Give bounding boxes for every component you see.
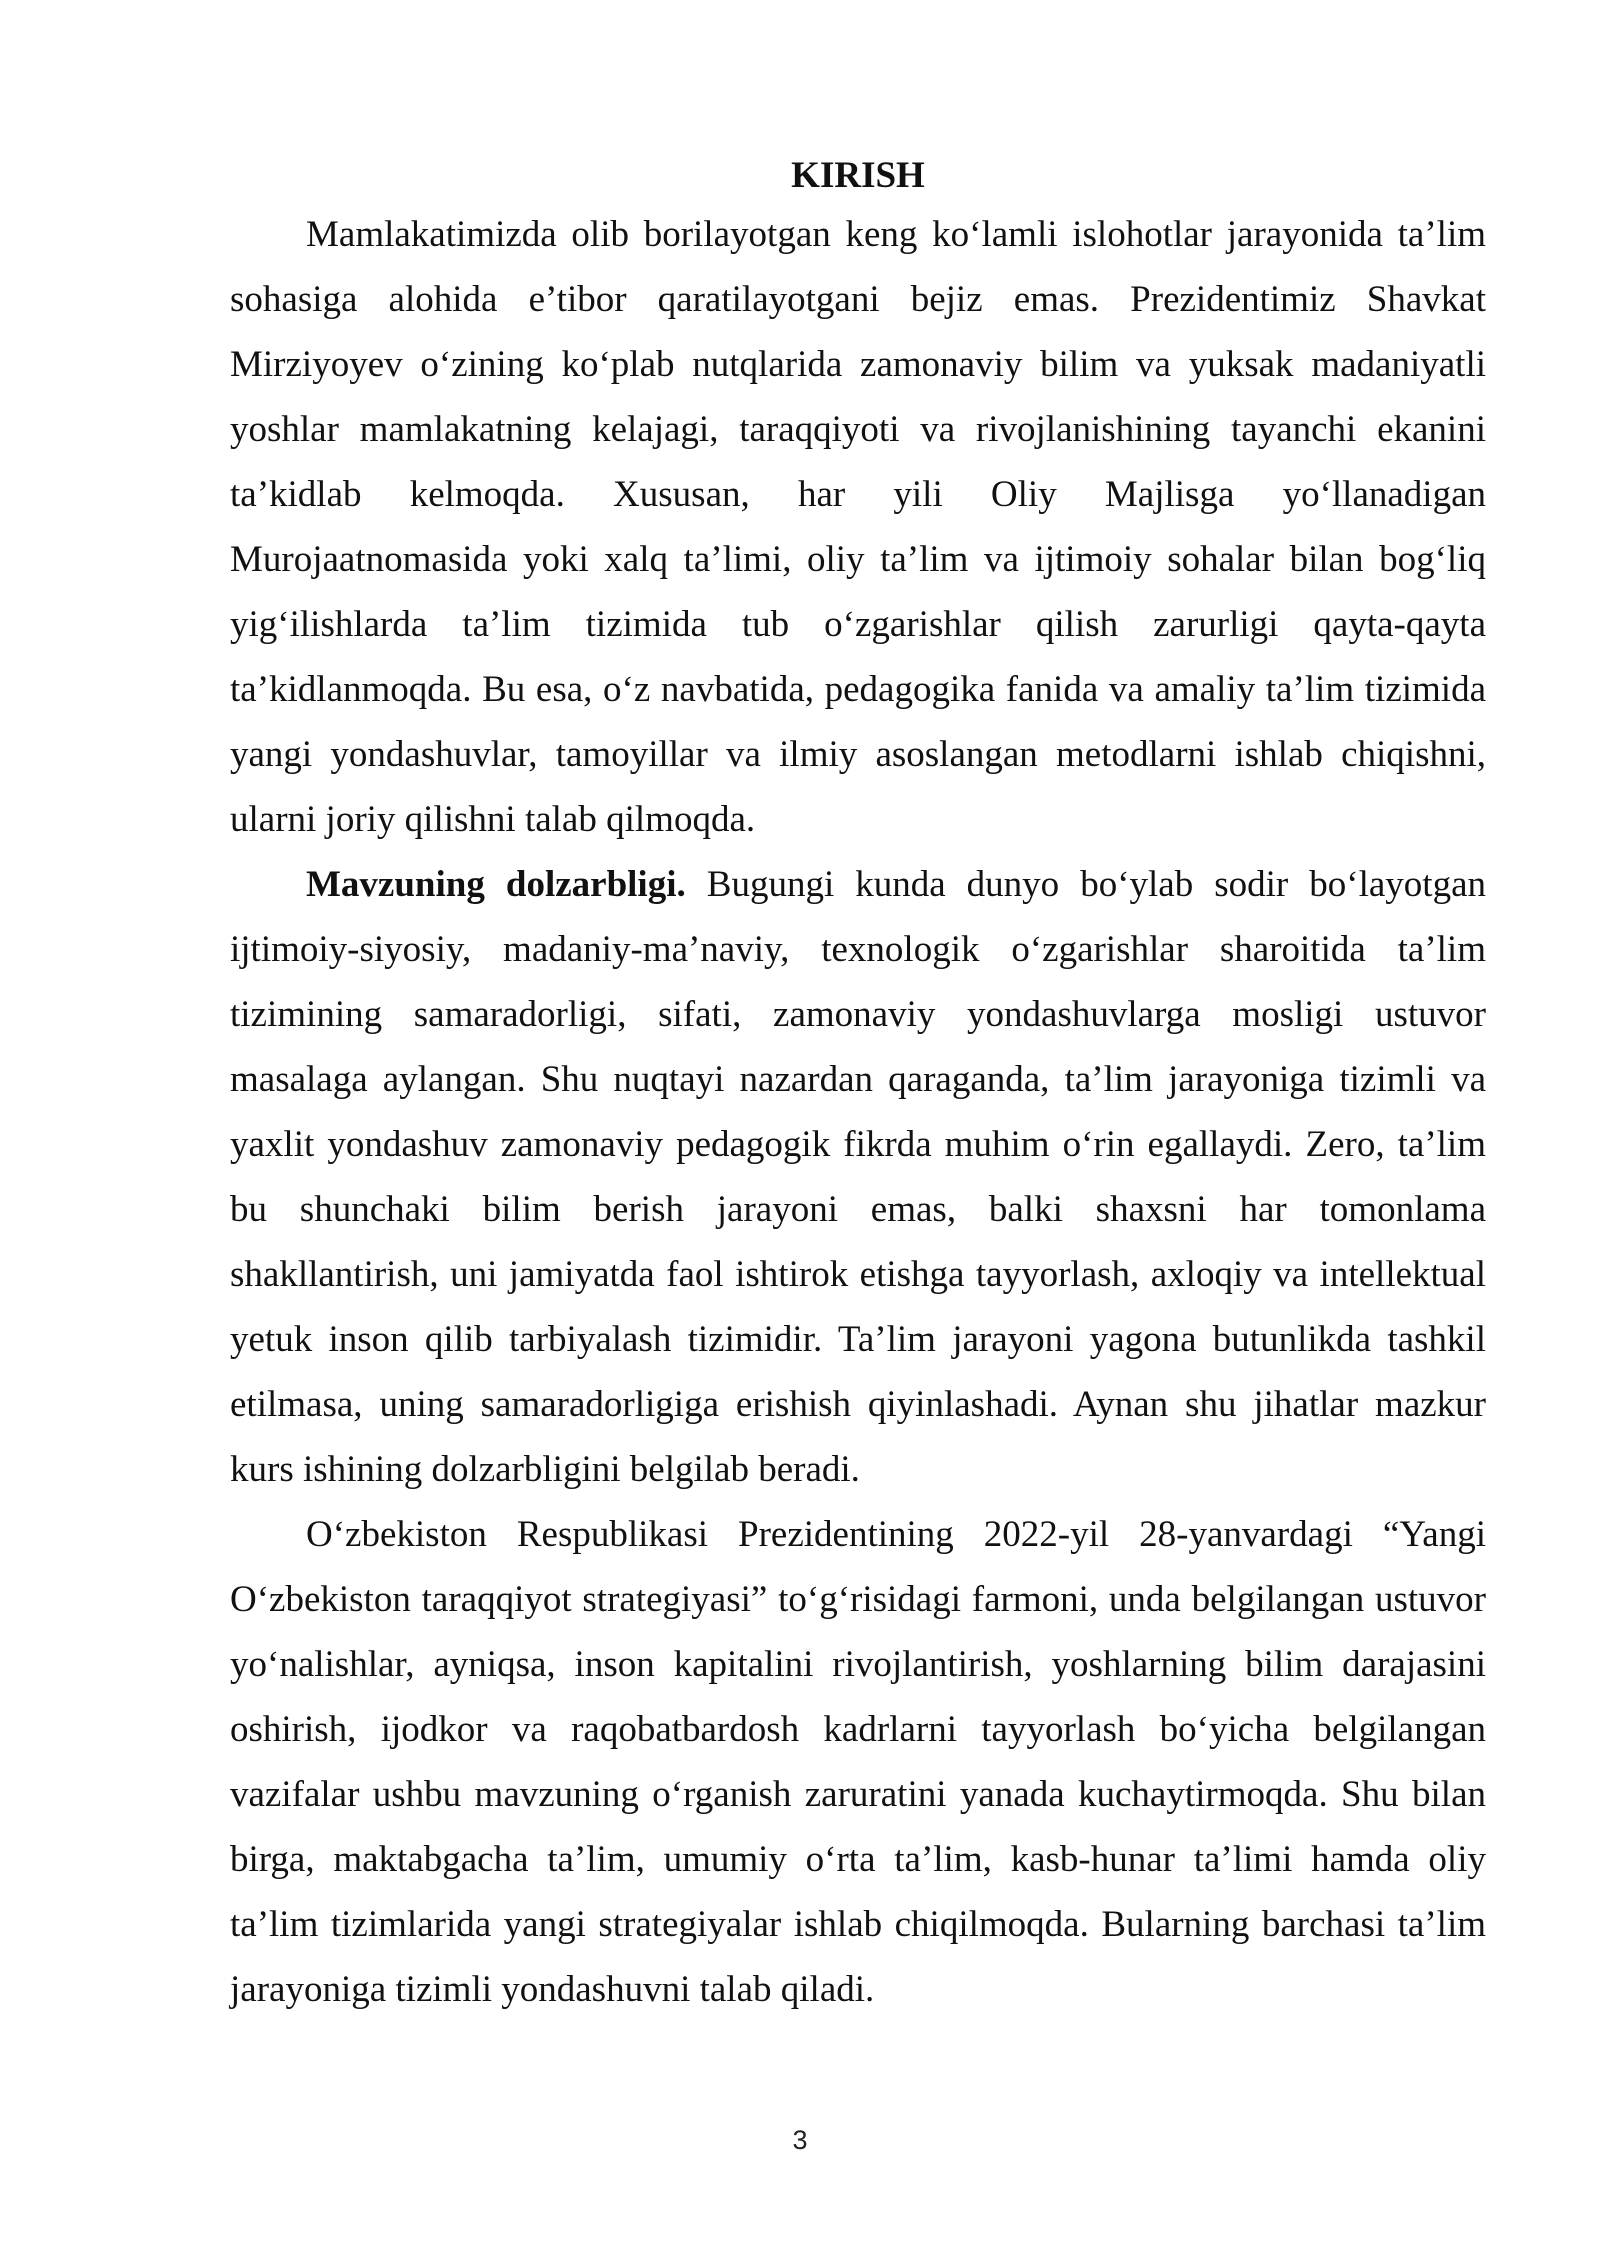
paragraph-strategy [230, 1502, 1486, 2022]
paragraph-relevance [230, 852, 1486, 1502]
page-content [230, 150, 1486, 2022]
paragraph-text: Bugungi kunda dunyo bo‘ylab sodir bo‘layotgan ijtimoiy-siyosiy, madaniy-ma’naviy, texnologik o‘zgarishlar sharoitida ta’lim tizimining samaradorligi, sifati, zamonaviy yondashuvlarga mosligi ustuvor masalaga aylangan. Shu nuqtayi nazardan qaraganda, ta’lim jarayoniga tizimli va yaxlit yondashuv zamonaviy pedagogik fikrda muhim o‘rin egallaydi. Zero, ta’lim bu shunchaki bilim berish jarayoni emas, balki shaxsni har tomonlama shakllantirish, uni jamiyatda faol ishtirok etishga tayyorlash, axloqiy va intellektual yetuk inson qilib tarbiyalash tizimidir. Ta’lim jarayoni yagona butunlikda tashkil etilmasa, uning samaradorligiga erishish qiyinlashadi. Aynan shu jihatlar mazkur kurs ishining dolzarbligini belgilab beradi. [230, 864, 1486, 1490]
paragraph-text: O‘zbekiston Respublikasi Prezidentining 2022-yil 28-yanvardagi “Yangi O‘zbekiston taraqqiyot strategiyasi” to‘g‘risidagi farmoni, unda belgilangan ustuvor yo‘nalishlar, ayniqsa, inson kapitalini rivojlantirish, yoshlarning bilim darajasini oshirish, ijodkor va raqobatbardosh kadrlarni tayyorlash bo‘yicha belgilangan vazifalar ushbu mavzuning o‘rganish zaruratini yanada kuchaytirmoqda. Shu bilan birga, maktabgacha ta’lim, umumiy o‘rta ta’lim, kasb-hunar ta’limi hamda oliy ta’lim tizimlarida yangi strategiyalar ishlab chiqilmoqda. Bularning barchasi ta’lim jarayoniga tizimli yondashuvni talab qiladi. [230, 1514, 1486, 2010]
paragraph-text: Mamlakatimizda olib borilayotgan keng ko‘lamli islohotlar jarayonida ta’lim sohasiga alohida e’tibor qaratilayotgani bejiz emas. Prezidentimiz Shavkat Mirziyoyev o‘zining ko‘plab nutqlarida zamonaviy bilim va yuksak madaniyatli yoshlar mamlakatning kelajagi, taraqqiyoti va rivojlanishining tayanchi ekanini ta’kidlab kelmoqda. Xususan, har yili Oliy Majlisga yo‘llanadigan Murojaatnomasida yoki xalq ta’limi, oliy ta’lim va ijtimoiy sohalar bilan bog‘liq yig‘ilishlarda ta’lim tizimida tub o‘zgarishlar qilish zarurligi qayta-qayta ta’kidlanmoqda. Bu esa, o‘z navbatida, pedagogika fanida va amaliy ta’lim tizimida yangi yondashuvlar, tamoyillar va ilmiy asoslangan metodlarni ishlab chiqishni, ularni joriy qilishni talab qilmoqda. [230, 214, 1486, 840]
paragraph-intro [230, 202, 1486, 852]
paragraph-lead-heading: Mavzuning dolzarbligi. [306, 864, 686, 905]
page-number: 3 [792, 2125, 808, 2155]
section-title: KIRISH [791, 155, 925, 196]
